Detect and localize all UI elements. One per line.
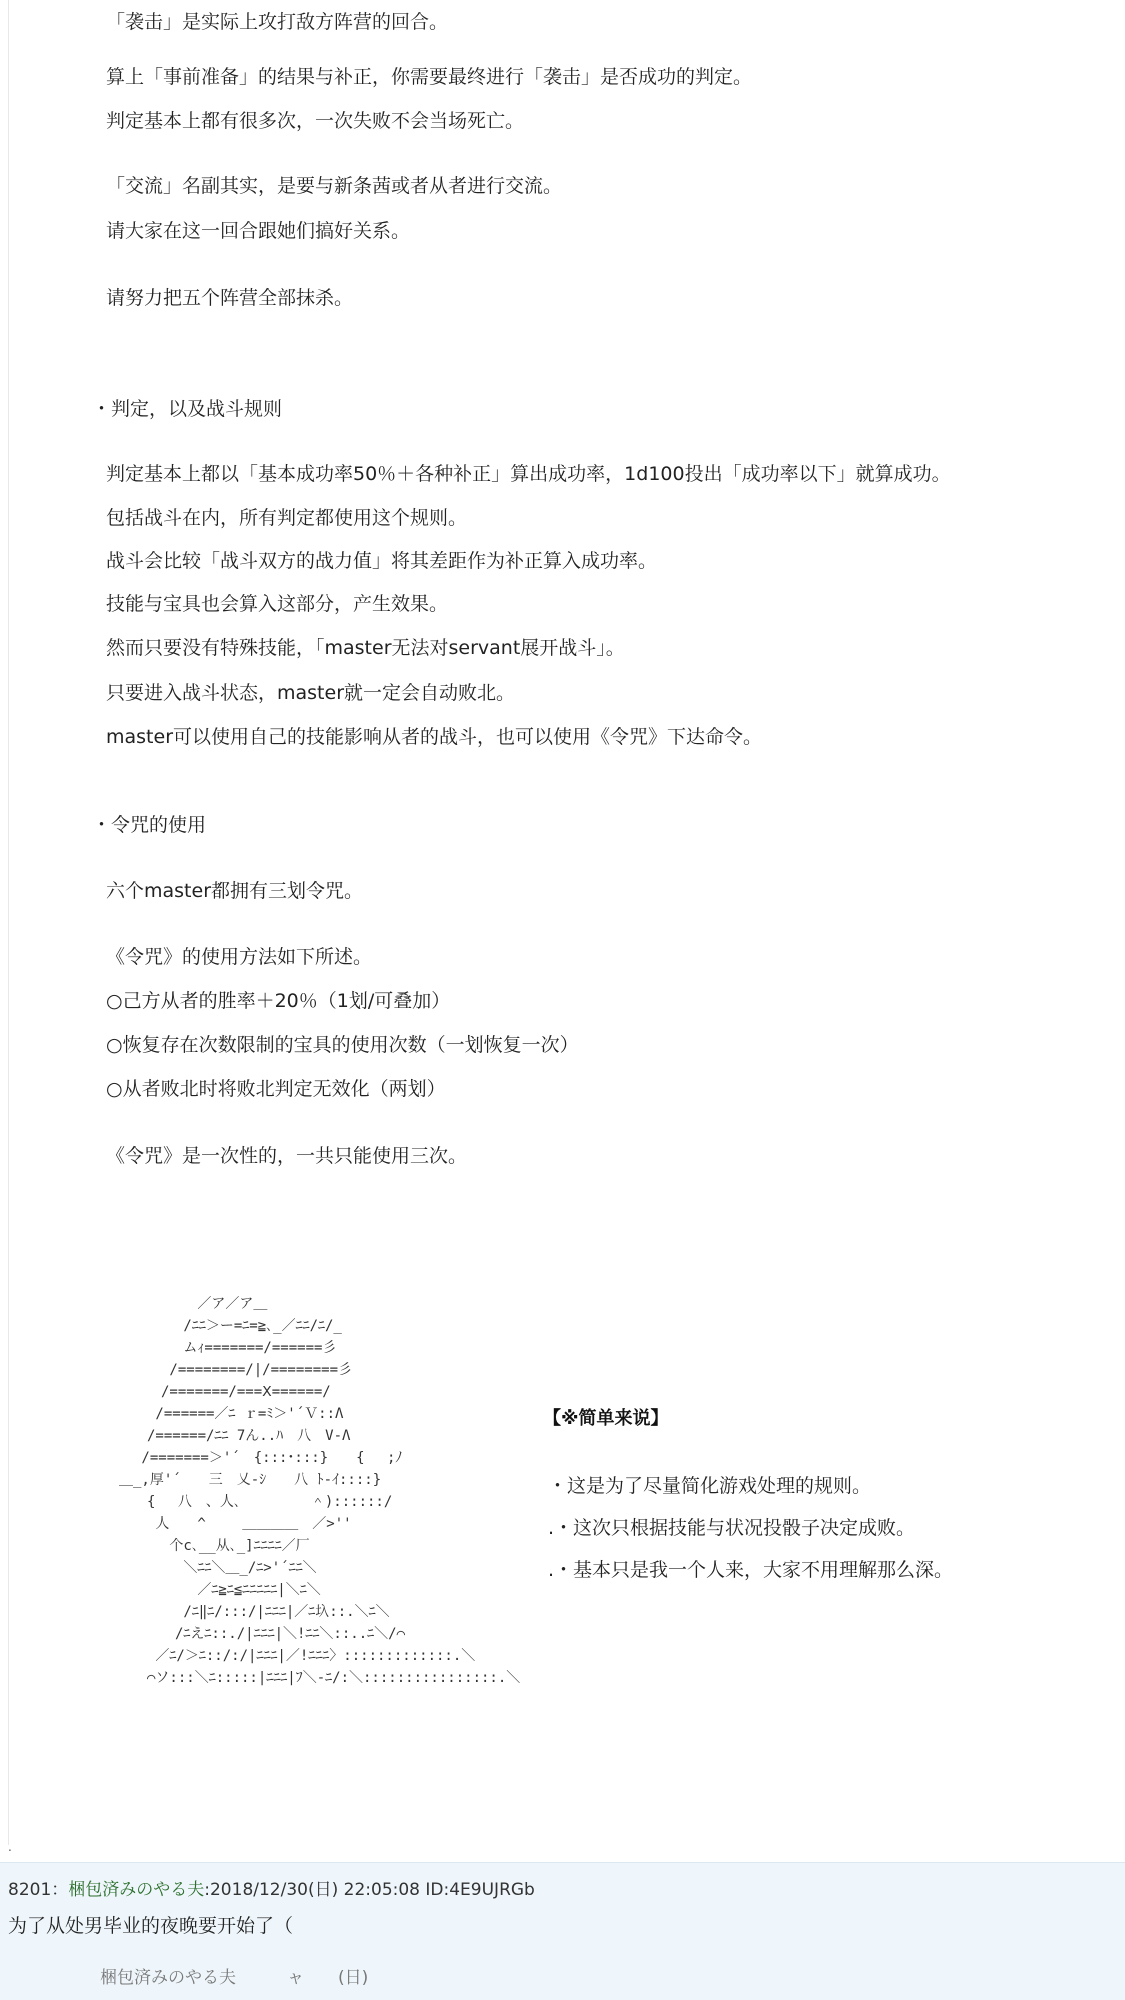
ascii-art-line: ＿_,厚'´ 三 乂-ｼ 八 ﾄ-ｲ::::} xyxy=(105,1472,382,1488)
reply-id[interactable]: ID:4E9UJRGb xyxy=(425,1880,535,1900)
rules-line: 战斗会比较「战斗双方的战力值」将其差距作为补正算入成功率。 xyxy=(106,550,658,572)
left-divider xyxy=(8,0,9,1845)
command-line: 《令咒》是一次性的，一共只能使用三次。 xyxy=(106,1145,468,1167)
reply-post xyxy=(0,1862,1125,2000)
intro-line: 「袭击」是实际上攻打敌方阵营的回合。 xyxy=(106,11,449,33)
ascii-art-line: ＼ﾆﾆ＼＿_/ﾆ>'´ﾆﾆ＼ xyxy=(105,1560,317,1576)
intro-line: 请努力把五个阵营全部抹杀。 xyxy=(106,287,354,309)
intro-line: 判定基本上都有很多次，一次失败不会当场死亡。 xyxy=(106,110,525,132)
reply-number[interactable]: 8201 xyxy=(8,1880,52,1900)
ascii-art-line: 人 ^ ＿＿＿＿ ／>'' xyxy=(105,1516,352,1532)
ascii-art-line: /ﾆﾆ＞ー=ﾆ=≧､_／ﾆﾆ/ﾆ/_ xyxy=(105,1318,342,1334)
ascii-art-line: 个c､__从､_]ﾆﾆﾆﾆ／厂 xyxy=(105,1538,310,1554)
command-heading: ・令咒的使用 xyxy=(92,814,207,836)
rules-line: 然而只要没有特殊技能，「master无法对servant展开战斗」。 xyxy=(106,637,625,659)
ascii-art-line: ムｨ=======/======彡 xyxy=(105,1340,337,1356)
summary-item: .・基本只是我一个人来，大家不用理解那么深。 xyxy=(548,1559,954,1581)
rules-line: master可以使用自己的技能影响从者的战斗，也可以使用《令咒》下达命令。 xyxy=(106,726,763,748)
ascii-art-line: ／ﾆ≧ﾆ≦ﾆﾆﾆﾆﾆ|＼ﾆ＼ xyxy=(105,1582,321,1598)
reply-header xyxy=(8,1875,535,1900)
command-line: ○己方从者的胜率＋20％（1划/可叠加） xyxy=(106,990,451,1012)
ascii-art-line: /======/ﾆﾆ 7ん..ﾊ 八 V-Λ xyxy=(105,1428,351,1444)
ascii-art-line: /=======/===Ⅹ======/ xyxy=(105,1384,331,1400)
reply-body: 为了从处男毕业的夜晚要开始了（ xyxy=(8,1915,294,1937)
ascii-art-line: /ﾆえﾆ::./|ﾆﾆﾆ|＼!ﾆﾆ＼::..ﾆ＼/⌒ xyxy=(105,1626,406,1642)
rules-line: 包括战斗在内，所有判定都使用这个规则。 xyxy=(106,507,468,529)
command-line: ○从者败北时将败北判定无效化（两划） xyxy=(106,1078,446,1100)
ascii-art-line: /========/|/========彡 xyxy=(105,1362,353,1378)
reply-separator: ： xyxy=(51,1880,69,1900)
intro-line: 请大家在这一回合跟她们搞好关系。 xyxy=(106,220,411,242)
rules-line: 只要进入战斗状态，master就一定会自动败北。 xyxy=(106,682,516,704)
reply-datetime: :2018/12/30(日) 22:05:08 xyxy=(204,1880,420,1900)
command-line: ○恢复存在次数限制的宝具的使用次数（一划恢复一次） xyxy=(106,1034,579,1056)
intro-line: 「交流」名副其实，是要与新条茜或者从者进行交流。 xyxy=(106,175,563,197)
intro-line: 算上「事前准备」的结果与补正，你需要最终进行「袭击」是否成功的判定。 xyxy=(106,66,753,88)
ascii-art-line: ／ﾆ/＞ﾆ::/:/|ﾆﾆﾆ|／!ﾆﾆﾆ〉:::::::::::::.＼ xyxy=(105,1648,476,1664)
ascii-art xyxy=(105,1295,535,1695)
command-line: 六个master都拥有三划令咒。 xyxy=(106,880,364,902)
ascii-art-line: ⌒ソ:::＼ﾆ:::::|ﾆﾆﾆ|ﾌ＼-ﾆ/:＼::::::::::::::::.＼ xyxy=(105,1670,521,1686)
summary-item: .・这次只根据技能与状况投骰子决定成败。 xyxy=(548,1517,916,1539)
rules-line: 判定基本上都以「基本成功率50％＋各种补正」算出成功率，1d100投出「成功率以下」就算成功。 xyxy=(106,463,951,485)
reply-author-name: 梱包済みのやる夫 xyxy=(68,1880,205,1900)
ascii-art-line: /ﾆ‖ﾆ/:::/|ﾆﾆﾆ|／ﾆ圦::.＼ﾆ＼ xyxy=(105,1604,390,1620)
ascii-art-line: ／ア／ア＿ xyxy=(105,1296,268,1312)
ascii-art-line: /======／ﾆ ｒ=ﾐ＞'´Ｖ::Λ xyxy=(105,1406,344,1422)
command-line: 《令咒》的使用方法如下所述。 xyxy=(106,946,373,968)
rules-heading: ・判定，以及战斗规则 xyxy=(92,398,283,420)
stray-mark: . xyxy=(8,1840,12,1854)
reply-cut-line: 梱包済みのやる夫 ャ (日) xyxy=(66,1968,369,1988)
ascii-art-line: /=======＞'´ {:::･:::} { ;ﾉ xyxy=(105,1450,403,1466)
summary-item: ・这是为了尽量简化游戏处理的规则。 xyxy=(548,1475,872,1497)
rules-line: 技能与宝具也会算入这部分，产生效果。 xyxy=(106,593,449,615)
ascii-art-line: { 八 、人､ ＾)::::::/ xyxy=(105,1494,393,1510)
summary-title: 【※简单来说】 xyxy=(543,1408,669,1429)
